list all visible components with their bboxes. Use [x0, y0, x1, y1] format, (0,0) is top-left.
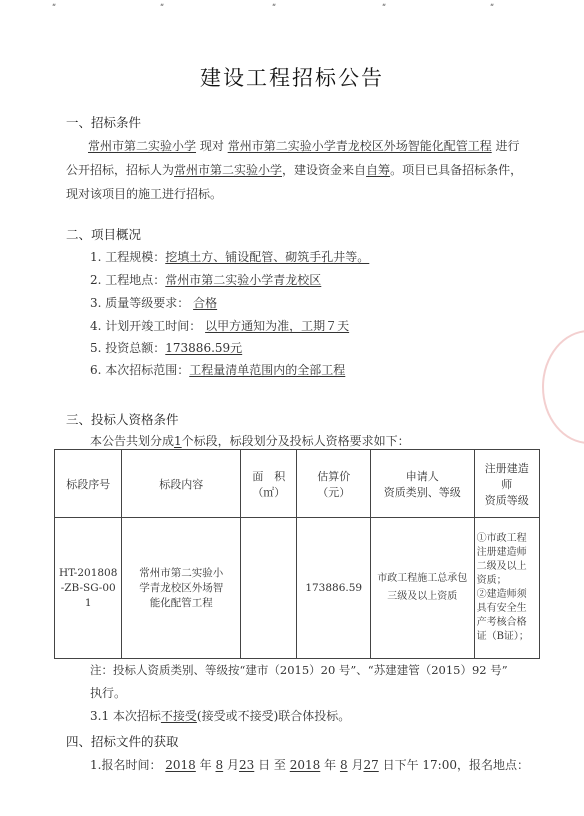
tender-condition-line-3: 现对该项目的施工进行招标。: [66, 187, 223, 201]
scan-mark: ʺ: [382, 4, 387, 14]
overview-item: 4. 计划开竣工时间： 以甲方通知为准，工期７天: [90, 319, 350, 333]
header-lot-content: 标段内容: [122, 450, 241, 518]
joint-bid-choice: 不接受: [160, 709, 197, 723]
overview-item: 3. 质量等级要求： 合格: [90, 296, 218, 310]
red-seal-stamp: [542, 330, 584, 444]
cell-price: 173886.59: [297, 518, 370, 659]
scan-mark: ʺ: [272, 4, 277, 14]
tender-condition-line-1: 常州市第二实验小学 现对 常州市第二实验小学青龙校区外场智能化配管工程 进行: [88, 139, 520, 153]
section-heading-3: 三、投标人资格条件: [66, 412, 179, 427]
section-heading-4: 四、招标文件的获取: [66, 734, 179, 749]
header-builder: 注册建造 师 资质等级: [474, 450, 539, 518]
cell-builder: ①市政工程 注册建造师 二级及以上 资质； ②建造师须 具有安全生 产考核合格 证（B证）；: [474, 518, 539, 659]
joint-bid-line: 3.1 本次招标不接受(接受或不接受)联合体投标。: [90, 709, 351, 723]
overview-item: 5. 投资总额：173886.59元: [90, 341, 243, 355]
section-heading-2: 二、项目概况: [66, 227, 142, 242]
scan-mark: ʺ: [52, 4, 57, 14]
scan-mark: ʺ: [160, 4, 165, 14]
cell-qualification: 市政工程施工总承包 三级及以上资质: [370, 518, 474, 659]
lot-intro: 本公告共划分成1个标段，标段划分及投标人资格要求如下：: [90, 434, 410, 448]
cell-lot-no: HT-201808 -ZB-SG-00 1: [55, 518, 122, 659]
registration-time-line: 1.报名时间： 2018 年 8 月23 日 至 2018 年 8 月27 日下午 17:00，报名地点：: [90, 758, 529, 772]
fund-source: 自筹: [366, 163, 391, 177]
overview-item: 1. 工程规模：挖填土方、铺设配管、砌筑手孔井等。: [90, 250, 370, 264]
owner-name: 常州市第二实验小学: [88, 139, 197, 153]
table-row: [55, 518, 540, 659]
lot-table: [54, 449, 540, 659]
note-line-2: 执行。: [90, 686, 127, 700]
overview-item: 6. 本次招标范围：工程量清单范围内的全部工程: [90, 363, 346, 377]
header-area: 面 积 （㎡）: [241, 450, 297, 518]
section-heading-1: 一、招标条件: [66, 115, 142, 130]
page-title: 建设工程招标公告: [200, 66, 384, 90]
scan-mark: ʺ: [490, 4, 495, 14]
cell-lot-content: 常州市第二实验小 学青龙校区外场智 能化配管工程: [122, 518, 241, 659]
cell-area: [241, 518, 297, 659]
overview-item: 2. 工程地点：常州市第二实验小学青龙校区: [90, 273, 322, 287]
project-name: 常州市第二实验小学青龙校区外场智能化配管工程: [227, 139, 492, 153]
header-price: 估算价 （元）: [297, 450, 370, 518]
table-header-row: [55, 450, 540, 518]
tenderer-name: 常州市第二实验小学: [174, 163, 283, 177]
header-qualification: 申请人 资质类别、等级: [370, 450, 474, 518]
tender-condition-line-2: 公开招标，招标人为常州市第二实验小学，建设资金来自自筹。项目已具备招标条件，: [66, 163, 523, 177]
note-line-1: 注：投标人资质类别、等级按“建市（2015）20 号”、“苏建建管（2015）92 号”: [90, 663, 508, 677]
header-lot-no: 标段序号: [55, 450, 122, 518]
